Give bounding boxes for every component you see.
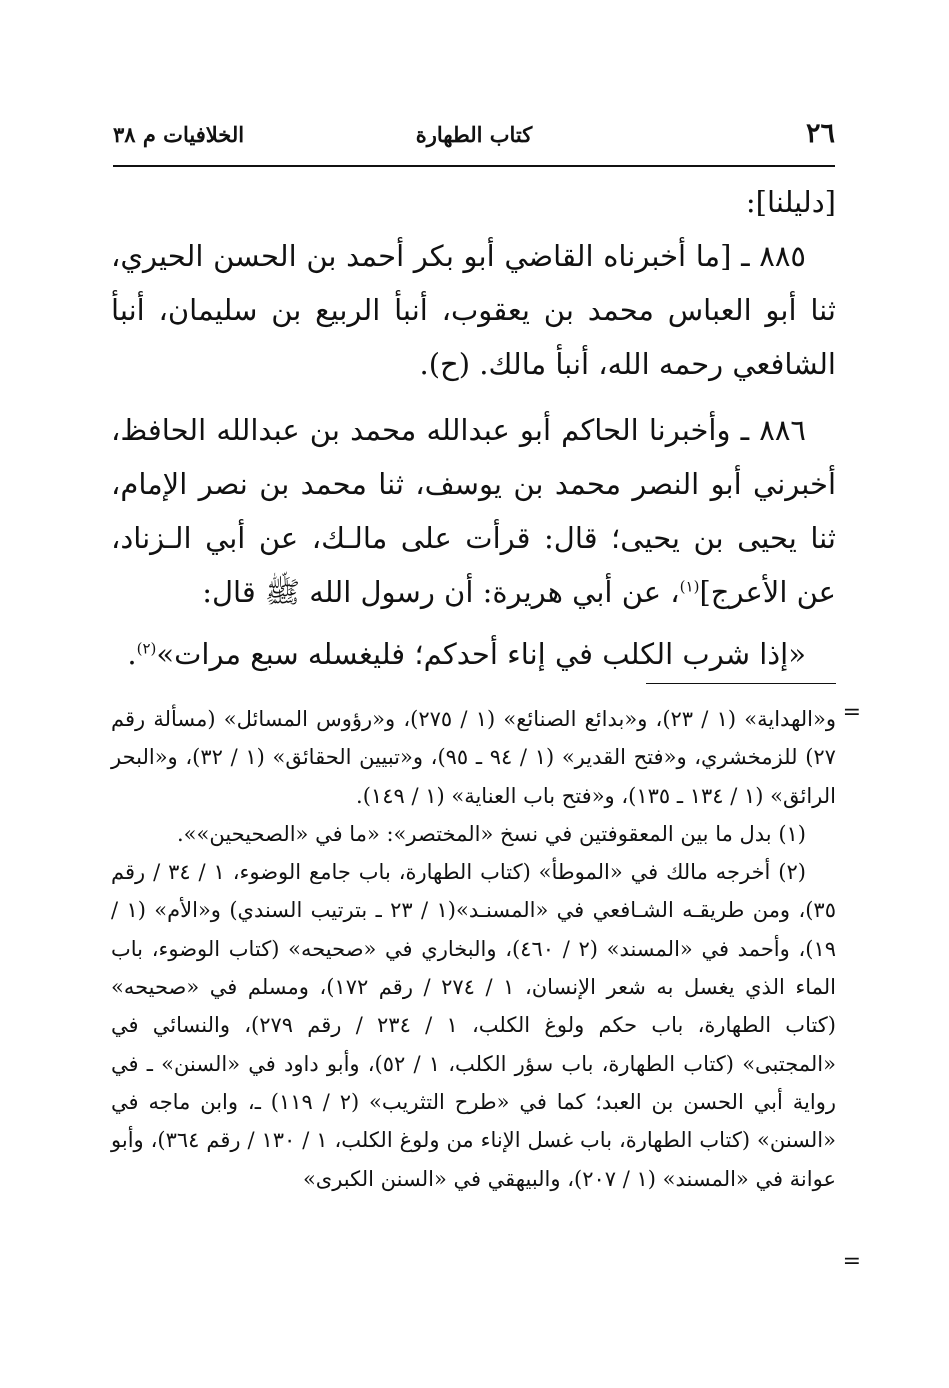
page-number: ٢٦ xyxy=(805,118,835,149)
series-mark: الخلافيات م ٣٨ xyxy=(113,122,245,147)
footnote-ref-2: (٢) xyxy=(136,639,157,658)
paragraph-886 xyxy=(111,403,836,619)
section-heading: [دليلنا]: xyxy=(745,185,836,219)
chapter-title: كتاب الطهارة xyxy=(415,122,533,147)
footnote-rule xyxy=(646,683,836,684)
hadith-end: . xyxy=(127,637,137,671)
header-rule xyxy=(113,165,835,167)
paragraph-886-tail: ، عن أبي هريرة: أن رسول الله ﷺ قال: xyxy=(202,575,680,609)
paragraph-885: ٨٨٥ ـ [ما أخبرناه القاضي أبو بكر أحمد بن الحسن الحيري، ثنا أبو العباس محمد بن يعقوب، أنبأ الربيع بن سليمان، أنبأ الشافعي رحمه الله، أنبأ مالك. (ح). xyxy=(111,239,836,381)
footnote-1: (١) بدل ما بين المعقوفتين في نسخ «المختصر»: «ما في «الصحيحين»». xyxy=(176,821,806,846)
main-text xyxy=(111,175,836,681)
hadith-quote xyxy=(111,627,836,681)
continuation-mark: = xyxy=(842,700,861,725)
page-header xyxy=(113,118,835,158)
footnote-continuation: و«الهداية» (١ / ٢٣)، و«بدائع الصنائع» (١ / ٢٧٥)، و«رؤوس المسائل» (مسألة رقم ٢٧) للزمخشري، و«فتح القدير» (١ / ٩٤ ـ ٩٥)، و«تبيين الحقائق» (١ / ٣٢)، و«البحر الرائق» (١ / ١٣٤ ـ ١٣٥)، و«فتح باب العناية» (١ / ١٤٩). xyxy=(111,707,836,808)
hadith-text: «إذا شرب الكلب في إناء أحدكم؛ فليغسله سبع مرات» xyxy=(156,637,806,671)
footnote-ref-1: (١) xyxy=(679,577,700,596)
continued-mark: = xyxy=(842,1249,861,1274)
paragraph-886-text: ٨٨٦ ـ وأخبرنا الحاكم أبو عبدالله محمد بن عبدالله الحافظ، أخبرني أبو النصر محمد بن يوسف، ثنا محمد بن نصر الإمام، ثنا يحيى بن يحيى؛ قال: قرأت على مالـك، عن أبي الـزناد، عن الأعرج] xyxy=(111,413,836,609)
footnote-2: (٢) أخرجه مالك في «الموطأ» (كتاب الطهارة، باب جامع الوضوء، ١ / ٣٤ / رقم ٣٥)، ومن طريقـه الشـافعي في «المسنـد»(١ / ٢٣ ـ بترتيب السندي) و«الأم» (١ / ١٩)، وأحمد في «المسند» (٢ / ٤٦٠)، والبخاري في «صحيحه» (كتاب الوضوء، باب الماء الذي يغسل به شعر الإنسان، ١ / ٢٧٤ / رقم ١٧٢)، ومسلم في «صحيحه» (كتاب الطهارة، باب حكم ولوغ الكلب، ١ / ٢٣٤ / رقم ٢٧٩)، والنسائي في «المجتبى» (كتاب الطهارة، باب سؤر الكلب، ١ / ٥٢)، وأبو داود في «السنن» ـ في رواية أبي الحسن بن العبد؛ كما في «طرح التثريب» (٢ / ١١٩) ـ، وابن ماجه في «السنن» (كتاب الطهارة، باب غسل الإناء من ولوغ الكلب، ١ / ١٣٠ / رقم ٣٦٤)، وأبو عوانة في «المسند» (١ / ٢٠٧)، والبيهقي في «السنن الكبرى» xyxy=(111,860,837,1191)
footnotes xyxy=(111,700,836,1198)
